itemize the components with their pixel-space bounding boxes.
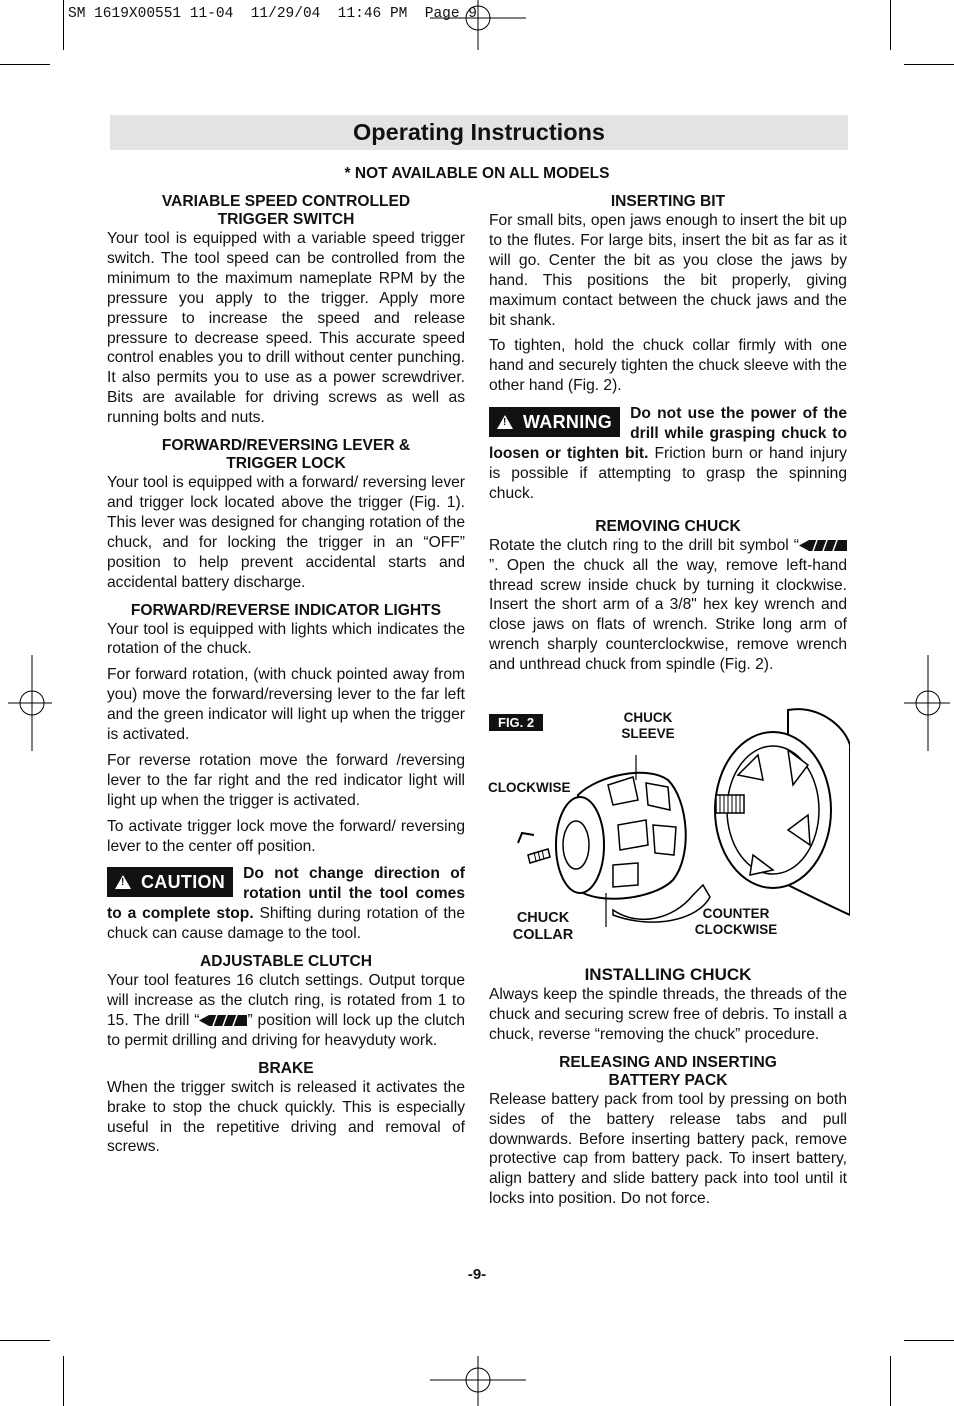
body-text: When the trigger switch is released it activates the brake to stop the chuck quickly. This is especially useful in the repetitive driving and removal of screws. bbox=[107, 1078, 465, 1156]
section-heading: BRAKE bbox=[258, 1059, 314, 1077]
forward-reversing-section bbox=[107, 437, 465, 592]
figure-tag: FIG. 2 bbox=[489, 714, 543, 731]
variable-speed-section bbox=[107, 193, 465, 428]
crop-mark bbox=[63, 1356, 64, 1406]
inserting-bit-section bbox=[489, 193, 847, 504]
print-slug: SM 1619X00551 11-04 11/29/04 11:46 PM Page 9 bbox=[68, 6, 477, 22]
registration-mark-icon bbox=[904, 655, 950, 751]
clutch-text-b: ” position will lock up the clutch to permit drilling and driving for heavyduty work. bbox=[107, 1011, 465, 1049]
drill-bit-symbol-icon bbox=[199, 1015, 247, 1026]
page-number: -9- bbox=[467, 1266, 487, 1283]
body-text: To tighten, hold the chuck collar firmly with one hand and securely tighten the chuck sleeve with the other hand (Fig. 2). bbox=[489, 337, 847, 395]
installing-chuck-section bbox=[489, 965, 847, 1045]
fig-label-chuck-sleeve: CHUCK SLEEVE bbox=[621, 710, 675, 741]
caution-notice bbox=[107, 864, 465, 944]
warning-triangle-icon bbox=[497, 415, 513, 429]
battery-pack-section bbox=[489, 1054, 847, 1209]
section-heading: RELEASING AND INSERTING bbox=[559, 1053, 777, 1071]
warning-bold-text: Do not use the power of the drill while grasping chuck to loosen or tighten bit. bbox=[489, 405, 847, 462]
remove-text-b: ”. Open the chuck all the way, remove left-hand thread screw inside chuck by turning it clockwise. Insert the short arm of a 3/8" hex key wrench and close jaws on flats of wrench. Strike long arm of wrench sharply counterclockwise, remove wrench and unthread chuck from spindle (Fig. 2). bbox=[489, 556, 847, 674]
section-heading: TRIGGER SWITCH bbox=[217, 211, 355, 228]
body-text: Your tool is equipped with a variable speed trigger switch. The tool speed can be controlled from the minimum to the maximum nameplate RPM by the pressure you apply to the trigger. Apply more pressure to increase the speed and release pressure to decrease speed. This accurate speed control enables you to drill without center punching. It also permits you to use as a power screwdriver. Bits are available for driving screws as well as running bolts and nuts. bbox=[107, 230, 465, 427]
registration-mark-icon bbox=[8, 655, 52, 751]
crop-mark bbox=[0, 1340, 50, 1341]
body-text: Your tool is equipped with lights which indicates the rotation of the chuck. bbox=[107, 620, 465, 658]
brake-section bbox=[107, 1060, 465, 1158]
section-heading: FORWARD/REVERSE INDICATOR LIGHTS bbox=[130, 601, 442, 619]
warning-notice bbox=[489, 404, 847, 504]
right-column-lower bbox=[489, 965, 847, 1218]
body-text: For reverse rotation move the forward /reversing lever to the far right and the red indicator light will light up when the trigger is activated. bbox=[107, 751, 465, 809]
section-heading: VARIABLE SPEED CONTROLLED bbox=[161, 193, 411, 210]
crop-mark bbox=[890, 1356, 891, 1406]
warning-triangle-icon bbox=[115, 875, 131, 889]
body-text: Always keep the spindle threads, the threads of the chuck and securing screw free of debris. To install a chuck, reverse “removing the chuck” procedure. bbox=[489, 986, 847, 1043]
section-heading: REMOVING CHUCK bbox=[595, 517, 741, 535]
fig-label-clockwise: CLOCKWISE bbox=[488, 780, 571, 795]
page-subtitle: * NOT AVAILABLE ON ALL MODELS bbox=[344, 165, 610, 182]
fig-label-chuck-collar: CHUCK COLLAR bbox=[512, 910, 574, 943]
body-text: To activate trigger lock move the forward/ reversing lever to the center off position. bbox=[107, 817, 465, 855]
registration-mark-icon bbox=[430, 1356, 526, 1406]
left-column bbox=[107, 193, 465, 1166]
section-heading: TRIGGER LOCK bbox=[226, 455, 346, 473]
body-text bbox=[489, 536, 847, 675]
crop-mark bbox=[904, 64, 954, 65]
warning-badge bbox=[489, 407, 620, 437]
crop-mark bbox=[890, 0, 891, 50]
caution-label: CAUTION bbox=[141, 872, 226, 893]
crop-mark bbox=[904, 1340, 954, 1341]
removing-chuck-section bbox=[489, 518, 847, 675]
indicator-lights-section bbox=[107, 602, 465, 945]
body-text: Your tool is equipped with a forward/ reversing lever and trigger lock located above the trigger (Fig. 1). This lever was designed for changing rotation of the chuck, and for locking the trigger in an “OFF” position to help prevent accidental starts and accidental battery discharge. bbox=[107, 474, 465, 591]
page-title: Operating Instructions bbox=[353, 119, 605, 145]
registration-mark-icon bbox=[430, 0, 526, 50]
clutch-text-a: Your tool features 16 clutch settings. Output torque will increase as the clutch ring, is rotated from 1 to 15. The drill “ bbox=[107, 972, 465, 1029]
section-heading: ADJUSTABLE CLUTCH bbox=[199, 953, 373, 971]
warning-text: Friction burn or hand injury is possible if attempting to grasp the spinning chuck. bbox=[489, 444, 847, 502]
crop-mark bbox=[63, 0, 64, 50]
caution-bold-text: Do not change direction of rotation until the tool comes to a complete stop. bbox=[107, 865, 465, 923]
section-heading: BATTERY PACK bbox=[608, 1071, 728, 1089]
drill-bit-symbol-icon bbox=[799, 540, 847, 551]
section-heading: INSERTING BIT bbox=[610, 193, 726, 210]
section-heading: INSTALLING CHUCK bbox=[584, 965, 752, 984]
section-heading: FORWARD/REVERSING LEVER & bbox=[161, 437, 411, 455]
body-text: For forward rotation, (with chuck pointed away from you) move the forward/reversing lever to the far left and the green indicator will light up when the trigger is activated. bbox=[107, 666, 465, 744]
fig-label-counter-clockwise: COUNTER CLOCKWISE bbox=[694, 906, 778, 937]
right-column bbox=[489, 193, 847, 684]
body-text: Release battery pack from tool by pressing on both sides of the battery release tabs and pull downwards. Before inserting battery pack, remove protective cap from battery pack. To insert battery, align battery and slide battery pack into tool until it locks into position. Do not force. bbox=[489, 1090, 847, 1208]
remove-text-a: Rotate the clutch ring to the drill bit symbol “ bbox=[489, 536, 799, 554]
title-bar bbox=[110, 115, 848, 150]
crop-mark bbox=[0, 64, 50, 65]
body-text: For small bits, open jaws enough to insert the bit up to the flutes. For large bits, insert the bit as far as it will go. Center the bit as you close the jaws by hand. This positions the bit properly, giving maximum contact between the chuck jaws and the bit shank. bbox=[489, 212, 847, 329]
body-text bbox=[107, 971, 465, 1051]
warning-label: WARNING bbox=[523, 412, 613, 433]
adjustable-clutch-section bbox=[107, 953, 465, 1051]
caution-badge bbox=[107, 867, 233, 897]
caution-text: Shifting during rotation of the chuck can cause damage to the tool. bbox=[107, 905, 465, 943]
